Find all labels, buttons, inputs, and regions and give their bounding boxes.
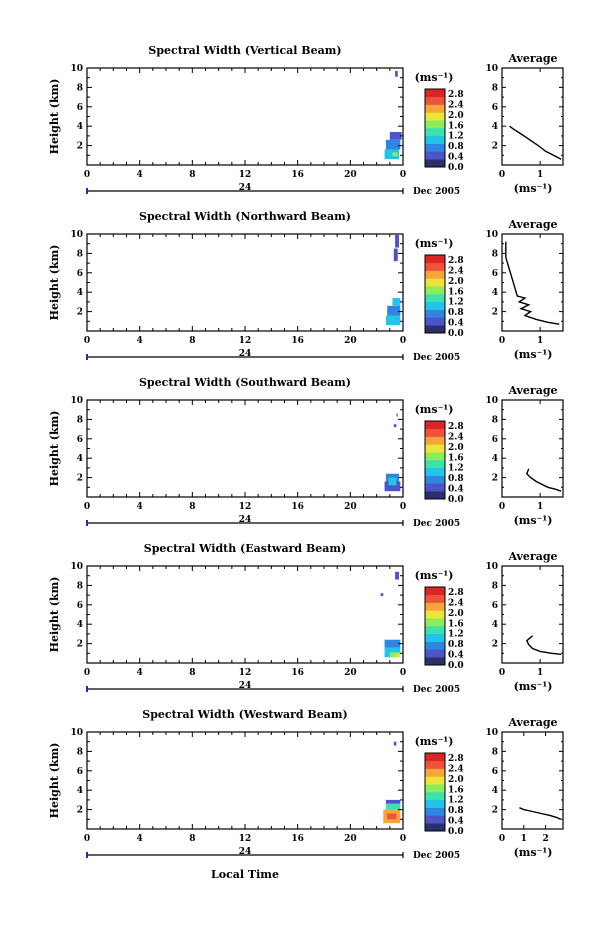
colorbar-tick-label: 2.4 bbox=[448, 598, 464, 609]
average-y-tick-label: 2 bbox=[491, 639, 498, 650]
average-profile-line bbox=[527, 469, 561, 491]
colorbar-tick-label: 0.4 bbox=[448, 484, 464, 495]
colorbar-tick-label: 1.2 bbox=[448, 629, 464, 640]
average-y-tick-label: 10 bbox=[485, 562, 498, 572]
plot-frame bbox=[87, 234, 403, 331]
x-tick-label: 4 bbox=[136, 336, 143, 346]
data-cell bbox=[387, 306, 400, 316]
data-cell bbox=[386, 804, 400, 810]
data-cell bbox=[394, 742, 397, 746]
y-tick-label: 2 bbox=[76, 639, 83, 650]
average-profile-line bbox=[527, 636, 561, 655]
colorbar-tick-label: 2.8 bbox=[448, 588, 464, 598]
y-tick-label: 2 bbox=[76, 307, 83, 318]
colorbar-tick-label: 2.8 bbox=[448, 422, 464, 432]
average-x-tick-label: 1 bbox=[536, 170, 544, 180]
x-tick-label: 20 bbox=[344, 170, 357, 180]
date-month-label: Dec 2005 bbox=[413, 353, 461, 363]
x-tick-label: 0 bbox=[83, 834, 91, 844]
x-tick-label: 8 bbox=[189, 502, 196, 512]
average-frame bbox=[502, 234, 563, 331]
colorbar-segment bbox=[425, 483, 445, 491]
y-tick-label: 8 bbox=[76, 415, 83, 426]
average-x-tick-label: 0 bbox=[498, 170, 506, 180]
date-month-label: Dec 2005 bbox=[413, 685, 461, 695]
x-tick-label: 0 bbox=[399, 170, 407, 180]
colorbar-segment bbox=[425, 89, 445, 97]
colorbar-tick-label: 1.6 bbox=[448, 453, 464, 464]
colorbar-segment bbox=[425, 271, 445, 279]
data-cell bbox=[394, 249, 398, 262]
x-tick-label: 20 bbox=[344, 834, 357, 844]
colorbar-tick-label: 0.8 bbox=[448, 806, 464, 817]
panel-title: Spectral Width (Westward Beam) bbox=[142, 708, 348, 721]
plot-frame bbox=[87, 566, 403, 663]
data-cell bbox=[390, 132, 402, 140]
colorbar-segment bbox=[425, 452, 445, 460]
average-y-tick-label: 8 bbox=[491, 83, 498, 94]
colorbar-segment bbox=[425, 310, 445, 318]
colorbar-tick-label: 2.8 bbox=[448, 256, 464, 266]
colorbar-tick-label: 0.4 bbox=[448, 650, 464, 661]
data-cell bbox=[386, 315, 400, 325]
colorbar-tick-label: 2.0 bbox=[448, 110, 464, 121]
average-y-tick-label: 4 bbox=[491, 288, 498, 299]
colorbar-segment bbox=[425, 317, 445, 325]
colorbar-segment bbox=[425, 823, 445, 831]
date-day-label: 24 bbox=[238, 515, 252, 525]
x-tick-label: 12 bbox=[238, 170, 252, 180]
average-profile-line bbox=[510, 126, 561, 159]
data-cell bbox=[392, 298, 400, 306]
average-x-label: (ms⁻¹) bbox=[513, 514, 553, 527]
x-tick-label: 0 bbox=[399, 336, 407, 346]
y-tick-label: 2 bbox=[76, 473, 83, 484]
colorbar-segment bbox=[425, 444, 445, 452]
x-tick-label: 0 bbox=[399, 834, 407, 844]
colorbar-segment bbox=[425, 325, 445, 333]
colorbar-segment bbox=[425, 792, 445, 800]
y-tick-label: 2 bbox=[76, 805, 83, 816]
x-tick-label: 8 bbox=[189, 170, 196, 180]
average-y-tick-label: 4 bbox=[491, 454, 498, 465]
colorbar-segment bbox=[425, 120, 445, 128]
colorbar-unit-label: (ms⁻¹) bbox=[414, 735, 454, 748]
average-x-label: (ms⁻¹) bbox=[513, 182, 553, 195]
colorbar-tick-label: 2.8 bbox=[448, 90, 464, 100]
colorbar-segment bbox=[425, 112, 445, 120]
colorbar-unit-label: (ms⁻¹) bbox=[414, 403, 454, 416]
colorbar-tick-label: 2.0 bbox=[448, 442, 464, 453]
average-y-tick-label: 10 bbox=[485, 64, 498, 74]
average-x-label: (ms⁻¹) bbox=[513, 846, 553, 859]
colorbar-segment bbox=[425, 618, 445, 626]
average-y-tick-label: 10 bbox=[485, 396, 498, 406]
y-tick-label: 6 bbox=[76, 268, 83, 279]
colorbar-segment bbox=[425, 421, 445, 429]
average-y-tick-label: 2 bbox=[491, 805, 498, 816]
x-tick-label: 0 bbox=[83, 170, 91, 180]
colorbar-segment bbox=[425, 657, 445, 665]
data-cell bbox=[395, 71, 398, 77]
average-y-tick-label: 8 bbox=[491, 747, 498, 758]
colorbar-tick-label: 0.8 bbox=[448, 142, 464, 153]
colorbar-segment bbox=[425, 634, 445, 642]
x-tick-label: 12 bbox=[238, 668, 252, 678]
colorbar-tick-label: 0.0 bbox=[448, 661, 464, 671]
colorbar-segment bbox=[425, 286, 445, 294]
colorbar-unit-label: (ms⁻¹) bbox=[414, 237, 454, 250]
y-tick-label: 10 bbox=[70, 562, 83, 572]
average-x-tick-label: 1 bbox=[520, 834, 527, 844]
plot-frame bbox=[87, 732, 403, 829]
y-tick-label: 10 bbox=[70, 396, 83, 406]
colorbar-segment bbox=[425, 808, 445, 816]
colorbar-tick-label: 1.6 bbox=[448, 785, 464, 796]
average-frame bbox=[502, 732, 563, 829]
x-tick-label: 8 bbox=[189, 336, 196, 346]
x-tick-label: 4 bbox=[136, 502, 143, 512]
y-tick-label: 8 bbox=[76, 249, 83, 260]
y-tick-label: 4 bbox=[76, 620, 83, 631]
average-y-tick-label: 10 bbox=[485, 230, 498, 240]
x-tick-label: 16 bbox=[291, 834, 304, 844]
colorbar-segment bbox=[425, 784, 445, 792]
colorbar-segment bbox=[425, 603, 445, 611]
average-y-tick-label: 10 bbox=[485, 728, 498, 738]
colorbar-tick-label: 1.6 bbox=[448, 619, 464, 630]
colorbar-tick-label: 1.6 bbox=[448, 287, 464, 298]
colorbar-segment bbox=[425, 769, 445, 777]
x-tick-label: 16 bbox=[291, 668, 304, 678]
colorbar-segment bbox=[425, 595, 445, 603]
panel-title: Spectral Width (Northward Beam) bbox=[139, 210, 351, 223]
y-tick-label: 8 bbox=[76, 747, 83, 758]
colorbar-segment bbox=[425, 437, 445, 445]
colorbar-segment bbox=[425, 263, 445, 271]
y-tick-label: 6 bbox=[76, 766, 83, 777]
data-cell bbox=[386, 140, 400, 150]
panel-title: Spectral Width (Vertical Beam) bbox=[148, 44, 342, 57]
x-tick-label: 8 bbox=[189, 668, 196, 678]
average-x-tick-label: 0 bbox=[498, 668, 506, 678]
x-tick-label: 0 bbox=[399, 502, 407, 512]
colorbar-unit-label: (ms⁻¹) bbox=[414, 71, 454, 84]
average-y-tick-label: 4 bbox=[491, 786, 498, 797]
x-tick-label: 0 bbox=[399, 668, 407, 678]
x-tick-label: 4 bbox=[136, 668, 143, 678]
date-day-label: 24 bbox=[238, 847, 252, 857]
colorbar-tick-label: 0.8 bbox=[448, 474, 464, 485]
date-day-label: 24 bbox=[238, 681, 252, 691]
colorbar-segment bbox=[425, 626, 445, 634]
colorbar-segment bbox=[425, 105, 445, 113]
colorbar-tick-label: 1.2 bbox=[448, 297, 464, 308]
panel-4 bbox=[48, 542, 563, 695]
colorbar-tick-label: 1.2 bbox=[448, 795, 464, 806]
colorbar-tick-label: 1.2 bbox=[448, 463, 464, 474]
x-tick-label: 12 bbox=[238, 834, 252, 844]
y-tick-label: 10 bbox=[70, 230, 83, 240]
x-axis-label: Local Time bbox=[211, 868, 279, 881]
date-month-label: Dec 2005 bbox=[413, 851, 461, 861]
average-y-tick-label: 6 bbox=[491, 600, 498, 611]
average-x-tick-label: 0 bbox=[498, 502, 506, 512]
colorbar-segment bbox=[425, 776, 445, 784]
colorbar-segment bbox=[425, 815, 445, 823]
y-tick-label: 8 bbox=[76, 581, 83, 592]
average-y-tick-label: 2 bbox=[491, 473, 498, 484]
colorbar-segment bbox=[425, 144, 445, 152]
y-axis-label: Height (km) bbox=[48, 244, 61, 321]
colorbar-tick-label: 0.0 bbox=[448, 163, 464, 173]
data-cell bbox=[395, 572, 399, 580]
average-title: Average bbox=[508, 52, 558, 65]
y-axis-label: Height (km) bbox=[48, 742, 61, 819]
colorbar-segment bbox=[425, 97, 445, 105]
average-profile-line bbox=[506, 242, 559, 324]
colorbar-tick-label: 0.4 bbox=[448, 816, 464, 827]
colorbar-tick-label: 1.2 bbox=[448, 131, 464, 142]
y-axis-label: Height (km) bbox=[48, 576, 61, 653]
colorbar-segment bbox=[425, 429, 445, 437]
colorbar-segment bbox=[425, 476, 445, 484]
y-tick-label: 8 bbox=[76, 83, 83, 94]
average-title: Average bbox=[508, 384, 558, 397]
colorbar-segment bbox=[425, 460, 445, 468]
colorbar-tick-label: 0.4 bbox=[448, 318, 464, 329]
panel-title: Spectral Width (Southward Beam) bbox=[138, 376, 352, 389]
average-y-tick-label: 4 bbox=[491, 122, 498, 133]
colorbar-segment bbox=[425, 159, 445, 167]
colorbar-segment bbox=[425, 294, 445, 302]
data-cell bbox=[389, 478, 397, 486]
colorbar-tick-label: 2.0 bbox=[448, 774, 464, 785]
colorbar-tick-label: 0.0 bbox=[448, 329, 464, 339]
colorbar-tick-label: 2.4 bbox=[448, 266, 464, 277]
colorbar-segment bbox=[425, 649, 445, 657]
colorbar-tick-label: 2.4 bbox=[448, 432, 464, 443]
colorbar-tick-label: 2.0 bbox=[448, 276, 464, 287]
data-cell bbox=[381, 593, 384, 596]
y-tick-label: 4 bbox=[76, 288, 83, 299]
data-cell bbox=[385, 640, 401, 648]
x-tick-label: 0 bbox=[83, 668, 91, 678]
colorbar-segment bbox=[425, 278, 445, 286]
colorbar-unit-label: (ms⁻¹) bbox=[414, 569, 454, 582]
x-tick-label: 12 bbox=[238, 502, 252, 512]
data-cell bbox=[386, 800, 400, 804]
average-y-tick-label: 6 bbox=[491, 766, 498, 777]
data-cell bbox=[392, 152, 397, 156]
average-y-tick-label: 8 bbox=[491, 249, 498, 260]
average-frame bbox=[502, 400, 563, 497]
average-x-tick-label: 1 bbox=[536, 336, 544, 346]
y-tick-label: 6 bbox=[76, 102, 83, 113]
average-y-tick-label: 4 bbox=[491, 620, 498, 631]
x-tick-label: 0 bbox=[83, 336, 91, 346]
average-y-tick-label: 2 bbox=[491, 141, 498, 152]
x-tick-label: 16 bbox=[291, 336, 304, 346]
average-y-tick-label: 8 bbox=[491, 415, 498, 426]
colorbar-segment bbox=[425, 642, 445, 650]
colorbar-segment bbox=[425, 128, 445, 136]
y-tick-label: 4 bbox=[76, 786, 83, 797]
average-x-tick-label: 2 bbox=[542, 834, 549, 844]
colorbar-segment bbox=[425, 800, 445, 808]
y-tick-label: 6 bbox=[76, 600, 83, 611]
average-profile-line bbox=[519, 808, 560, 820]
colorbar-segment bbox=[425, 302, 445, 310]
x-tick-label: 4 bbox=[136, 834, 143, 844]
average-y-tick-label: 2 bbox=[491, 307, 498, 318]
plot-frame bbox=[87, 400, 403, 497]
average-x-tick-label: 1 bbox=[536, 502, 544, 512]
panel-title: Spectral Width (Eastward Beam) bbox=[143, 542, 347, 555]
panel-2 bbox=[48, 210, 563, 363]
x-tick-label: 20 bbox=[344, 336, 357, 346]
data-cell bbox=[395, 235, 399, 248]
colorbar-segment bbox=[425, 468, 445, 476]
y-tick-label: 2 bbox=[76, 141, 83, 152]
colorbar-tick-label: 0.8 bbox=[448, 308, 464, 319]
panel-3 bbox=[48, 376, 563, 529]
date-day-label: 24 bbox=[238, 183, 252, 193]
colorbar-tick-label: 2.8 bbox=[448, 754, 464, 764]
colorbar-tick-label: 2.4 bbox=[448, 100, 464, 111]
colorbar-tick-label: 0.8 bbox=[448, 640, 464, 651]
data-cell bbox=[394, 424, 397, 427]
colorbar-segment bbox=[425, 610, 445, 618]
average-x-label: (ms⁻¹) bbox=[513, 348, 553, 361]
colorbar-tick-label: 0.0 bbox=[448, 827, 464, 837]
data-cell bbox=[396, 414, 397, 417]
date-day-label: 24 bbox=[238, 349, 252, 359]
average-x-label: (ms⁻¹) bbox=[513, 680, 553, 693]
average-y-tick-label: 8 bbox=[491, 581, 498, 592]
x-tick-label: 8 bbox=[189, 834, 196, 844]
x-tick-label: 4 bbox=[136, 170, 143, 180]
x-tick-label: 12 bbox=[238, 336, 252, 346]
colorbar-tick-label: 0.4 bbox=[448, 152, 464, 163]
y-tick-label: 10 bbox=[70, 728, 83, 738]
average-frame bbox=[502, 68, 563, 165]
y-tick-label: 4 bbox=[76, 454, 83, 465]
colorbar-tick-label: 2.4 bbox=[448, 764, 464, 775]
average-x-tick-label: 0 bbox=[498, 336, 506, 346]
colorbar-segment bbox=[425, 491, 445, 499]
date-month-label: Dec 2005 bbox=[413, 187, 461, 197]
colorbar-segment bbox=[425, 255, 445, 263]
data-cell bbox=[387, 813, 396, 819]
y-tick-label: 10 bbox=[70, 64, 83, 74]
average-x-tick-label: 1 bbox=[536, 668, 544, 678]
plot-frame bbox=[87, 68, 403, 165]
average-y-tick-label: 6 bbox=[491, 434, 498, 445]
colorbar-segment bbox=[425, 753, 445, 761]
x-tick-label: 0 bbox=[83, 502, 91, 512]
colorbar-segment bbox=[425, 587, 445, 595]
date-month-label: Dec 2005 bbox=[413, 519, 461, 529]
average-x-tick-label: 0 bbox=[498, 834, 506, 844]
y-axis-label: Height (km) bbox=[48, 410, 61, 487]
x-tick-label: 20 bbox=[344, 668, 357, 678]
colorbar-tick-label: 0.0 bbox=[448, 495, 464, 505]
y-tick-label: 4 bbox=[76, 122, 83, 133]
x-tick-label: 20 bbox=[344, 502, 357, 512]
colorbar-tick-label: 2.0 bbox=[448, 608, 464, 619]
panel-1 bbox=[48, 44, 563, 197]
data-cell bbox=[395, 654, 400, 657]
average-title: Average bbox=[508, 716, 558, 729]
colorbar-tick-label: 1.6 bbox=[448, 121, 464, 132]
x-tick-label: 16 bbox=[291, 502, 304, 512]
panel-5 bbox=[48, 708, 563, 861]
x-tick-label: 16 bbox=[291, 170, 304, 180]
average-title: Average bbox=[508, 218, 558, 231]
y-axis-label: Height (km) bbox=[48, 78, 61, 155]
average-title: Average bbox=[508, 550, 558, 563]
average-y-tick-label: 6 bbox=[491, 102, 498, 113]
colorbar-segment bbox=[425, 151, 445, 159]
average-y-tick-label: 6 bbox=[491, 268, 498, 279]
y-tick-label: 6 bbox=[76, 434, 83, 445]
colorbar-segment bbox=[425, 136, 445, 144]
colorbar-segment bbox=[425, 761, 445, 769]
